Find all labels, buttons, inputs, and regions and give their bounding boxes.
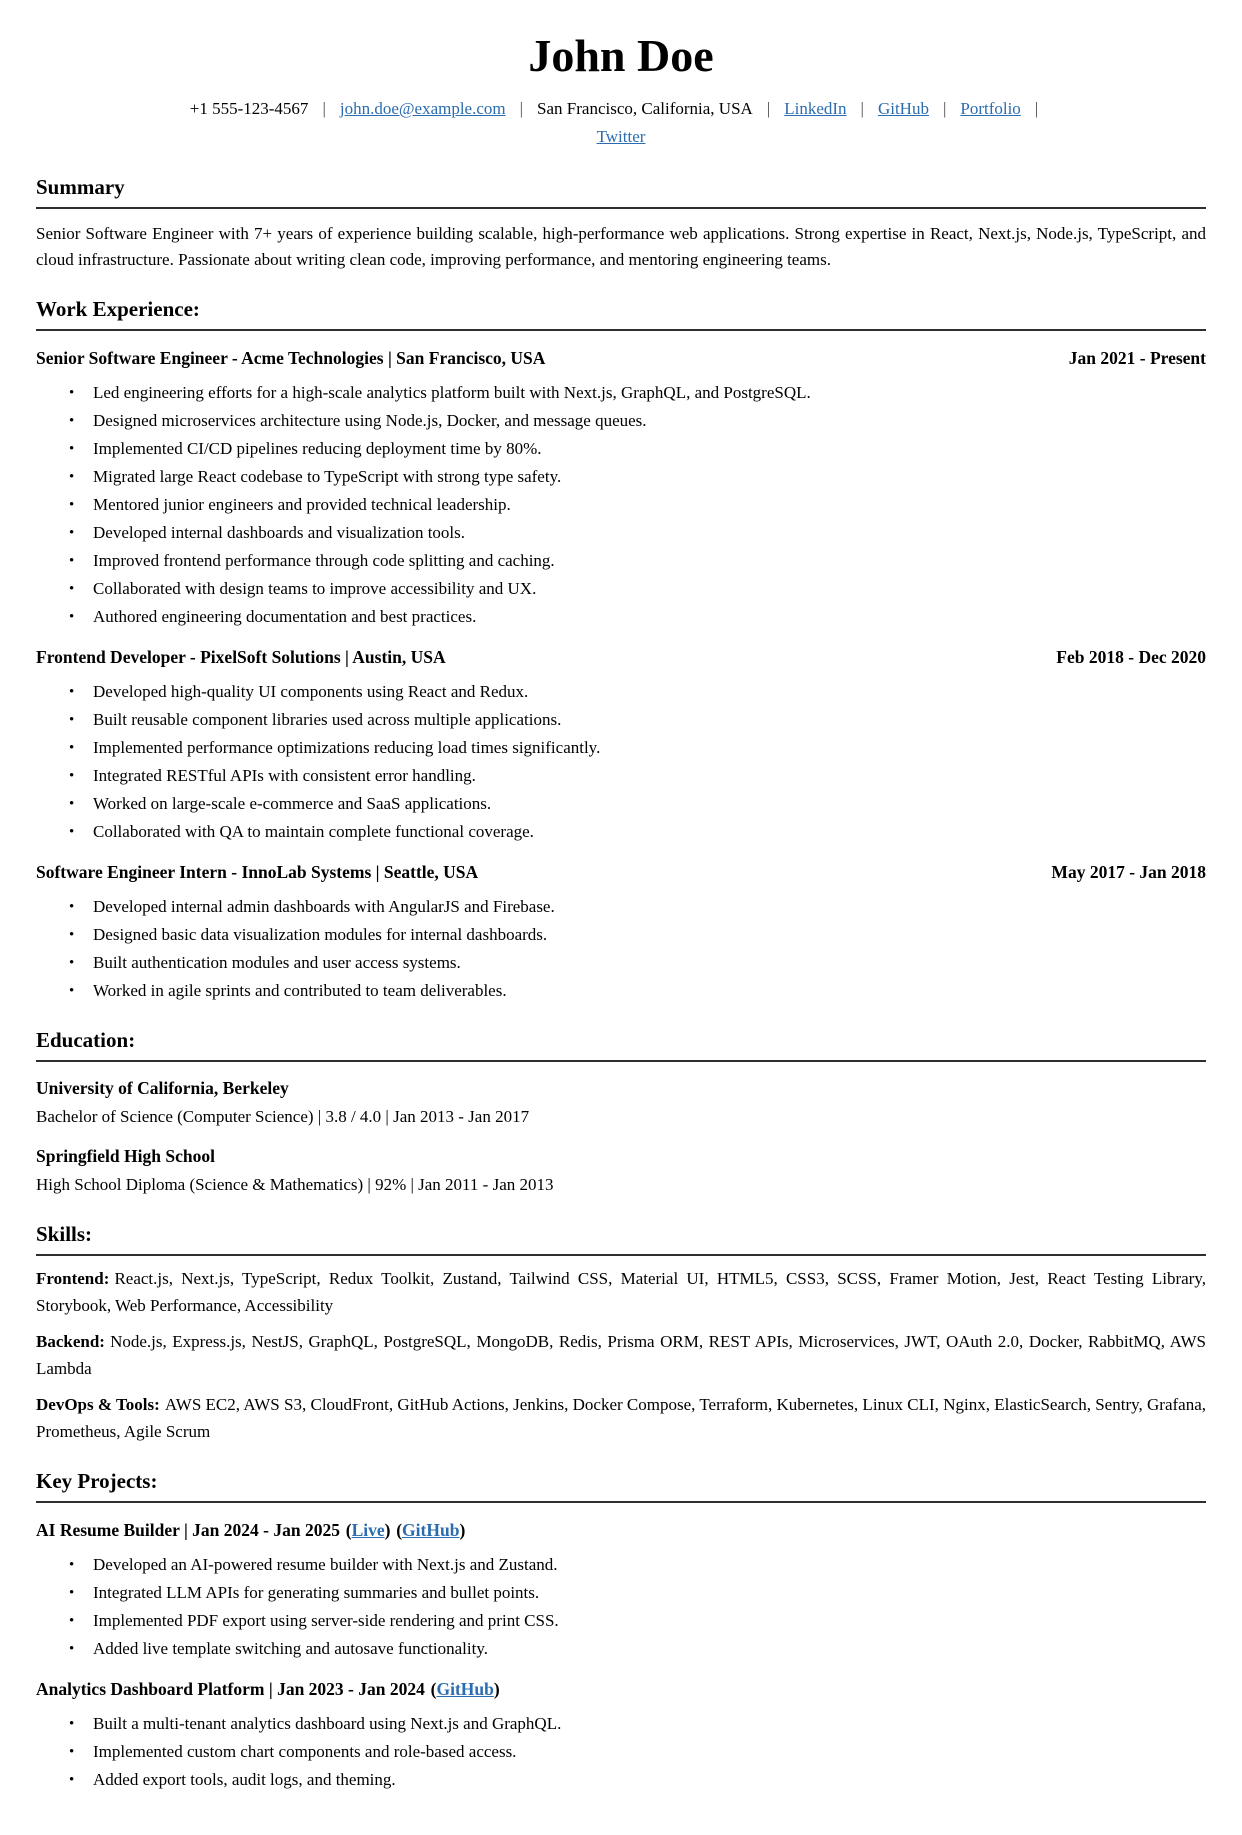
job-title: Frontend Developer - PixelSoft Solutions | Austin, USA — [36, 646, 446, 667]
page-title: John Doe — [528, 30, 714, 81]
bullet-item: • Developed an AI-powered resume builder with Next.js and Zustand. — [93, 1552, 1206, 1578]
bullet-item: • Implemented PDF export using server-side rendering and print CSS. — [93, 1608, 1206, 1634]
job-bullet-list — [36, 679, 1206, 845]
separator: | — [766, 98, 771, 118]
job-header — [36, 860, 1206, 885]
bullet-item: • Improved frontend performance through code splitting and caching. — [93, 548, 1206, 574]
separator: | — [1034, 98, 1039, 118]
project-entry — [36, 1677, 1206, 1793]
school-detail: High School Diploma (Science & Mathematics) | 92% | Jan 2011 - Jan 2013 — [36, 1174, 554, 1194]
separator: | — [322, 98, 326, 118]
project-bullet-list — [36, 1711, 1206, 1793]
section-work-experience — [36, 297, 1206, 1004]
bullet-item: • Developed internal admin dashboards with AngularJS and Firebase. — [93, 894, 1206, 920]
project-github-link[interactable]: GitHub — [402, 1519, 460, 1540]
bullet-item: • Migrated large React codebase to TypeScript with strong type safety. — [93, 464, 1206, 490]
job-title: Software Engineer Intern - InnoLab Systems | Seattle, USA — [36, 861, 479, 882]
job-bullet-list — [36, 380, 1206, 630]
separator: | — [942, 98, 947, 118]
bullet-item: • Collaborated with QA to maintain complete functional coverage. — [93, 819, 1206, 845]
close-paren: ) — [384, 1519, 391, 1540]
section-skills — [36, 1222, 1206, 1445]
bullet-item: • Mentored junior engineers and provided technical leadership. — [93, 492, 1206, 518]
section-title-summary: Summary — [36, 175, 1206, 209]
skill-group-label: Frontend: — [36, 1268, 110, 1288]
skills-block — [36, 1265, 1206, 1445]
project-title: Analytics Dashboard Platform | Jan 2023 - Jan 2024 — [36, 1678, 425, 1699]
project-header — [36, 1518, 1206, 1543]
open-paren: ( — [430, 1678, 437, 1699]
project-bullet-list — [36, 1552, 1206, 1662]
location-text: San Francisco, California, USA — [537, 98, 753, 118]
job-entry — [36, 860, 1206, 1004]
close-paren: ) — [459, 1519, 466, 1540]
twitter-link[interactable]: Twitter — [596, 126, 646, 146]
bullet-item: • Authored engineering documentation and best practices. — [93, 604, 1206, 630]
close-paren: ) — [493, 1678, 500, 1699]
project-live-link[interactable]: Live — [351, 1519, 385, 1540]
bullet-item: • Built reusable component libraries used across multiple applications. — [93, 707, 1206, 733]
job-title: Senior Software Engineer - Acme Technologies | San Francisco, USA — [36, 347, 546, 368]
bullet-item: • Built a multi-tenant analytics dashboard using Next.js and GraphQL. — [93, 1711, 1206, 1737]
section-title-work-experience: Work Experience: — [36, 297, 1206, 331]
open-paren: ( — [396, 1519, 403, 1540]
job-dates: Jan 2021 - Present — [1068, 347, 1206, 368]
bullet-item: • Implemented custom chart components and role-based access. — [93, 1739, 1206, 1765]
school-name: Springfield High School — [36, 1145, 215, 1166]
bullet-item: • Integrated RESTful APIs with consistent error handling. — [93, 763, 1206, 789]
education-entry — [36, 1075, 1206, 1130]
job-header — [36, 645, 1206, 670]
portfolio-link[interactable]: Portfolio — [960, 98, 1021, 118]
school-name: University of California, Berkeley — [36, 1077, 289, 1098]
bullet-item: • Developed internal dashboards and visualization tools. — [93, 520, 1206, 546]
skill-group-items: Node.js, Express.js, NestJS, GraphQL, PostgreSQL, MongoDB, Redis, Prisma ORM, REST APIs, Microservices, JWT, OAuth 2.0, Docker, RabbitMQ, AWS Lambda — [36, 1331, 1206, 1378]
bullet-item: • Designed microservices architecture using Node.js, Docker, and message queues. — [93, 408, 1206, 434]
project-header — [36, 1677, 1206, 1702]
bullet-item: • Implemented CI/CD pipelines reducing deployment time by 80%. — [93, 436, 1206, 462]
project-title: AI Resume Builder | Jan 2024 - Jan 2025 — [36, 1519, 340, 1540]
skill-group-label: DevOps & Tools: — [36, 1394, 160, 1414]
skill-group-items: React.js, Next.js, TypeScript, Redux Toolkit, Zustand, Tailwind CSS, Material UI, HTML5, CSS3, SCSS, Framer Motion, Jest, React Testing Library, Storybook, Web Performance, Accessibility — [36, 1268, 1206, 1315]
email-link[interactable]: john.doe@example.com — [339, 98, 506, 118]
section-summary — [36, 175, 1206, 273]
education-entry — [36, 1143, 1206, 1198]
project-entry — [36, 1518, 1206, 1662]
bullet-item: • Collaborated with design teams to improve accessibility and UX. — [93, 576, 1206, 602]
bullet-item: • Worked in agile sprints and contributed to team deliverables. — [93, 978, 1206, 1004]
bullet-item: • Added live template switching and autosave functionality. — [93, 1636, 1206, 1662]
job-dates: Feb 2018 - Dec 2020 — [1056, 646, 1206, 667]
skill-group-frontend — [36, 1265, 1206, 1319]
bullet-item: • Designed basic data visualization modules for internal dashboards. — [93, 922, 1206, 948]
bullet-item: • Developed high-quality UI components using React and Redux. — [93, 679, 1206, 705]
section-title-education: Education: — [36, 1028, 1206, 1062]
separator: | — [860, 98, 864, 118]
project-link-group — [396, 1520, 465, 1540]
contact-line — [36, 95, 1206, 151]
open-paren: ( — [345, 1519, 352, 1540]
bullet-item: • Integrated LLM APIs for generating summaries and bullet points. — [93, 1580, 1206, 1606]
section-education — [36, 1028, 1206, 1198]
school-detail: Bachelor of Science (Computer Science) | 3.8 / 4.0 | Jan 2013 - Jan 2017 — [36, 1106, 530, 1126]
bullet-item: • Led engineering efforts for a high-scale analytics platform built with Next.js, GraphQL, and PostgreSQL. — [93, 380, 1206, 406]
phone-number: +1 555-123-4567 — [189, 98, 309, 118]
skill-group-backend — [36, 1328, 1206, 1382]
project-link-group — [431, 1679, 500, 1699]
job-entry — [36, 645, 1206, 845]
section-title-key-projects: Key Projects: — [36, 1469, 1206, 1503]
skill-group-items: AWS EC2, AWS S3, CloudFront, GitHub Actions, Jenkins, Docker Compose, Terraform, Kubernetes, Linux CLI, Nginx, ElasticSearch, Sentry, Grafana, Prometheus, Agile Scrum — [36, 1394, 1207, 1441]
summary-text: Senior Software Engineer with 7+ years of experience building scalable, high-performance web applications. Strong expertise in React, Next.js, Node.js, TypeScript, and cloud infrastructure. Passionate about writing clean code, improving performance, and mentoring engineering teams. — [36, 223, 1206, 269]
bullet-item: • Implemented performance optimizations reducing load times significantly. — [93, 735, 1206, 761]
job-entry — [36, 346, 1206, 630]
job-bullet-list — [36, 894, 1206, 1004]
project-link-group — [346, 1520, 391, 1540]
bullet-item: • Worked on large-scale e-commerce and SaaS applications. — [93, 791, 1206, 817]
project-github-link[interactable]: GitHub — [436, 1678, 494, 1699]
job-header — [36, 346, 1206, 371]
skill-group-label: Backend: — [36, 1331, 105, 1351]
linkedin-link[interactable]: LinkedIn — [784, 98, 847, 118]
github-link[interactable]: GitHub — [877, 98, 929, 118]
section-title-skills: Skills: — [36, 1222, 1206, 1256]
skill-group-devops-tools — [36, 1391, 1206, 1445]
bullet-item: • Built authentication modules and user access systems. — [93, 950, 1206, 976]
separator: | — [519, 98, 524, 118]
section-key-projects — [36, 1469, 1206, 1793]
job-dates: May 2017 - Jan 2018 — [1051, 861, 1206, 882]
bullet-item: • Added export tools, audit logs, and theming. — [93, 1767, 1206, 1793]
